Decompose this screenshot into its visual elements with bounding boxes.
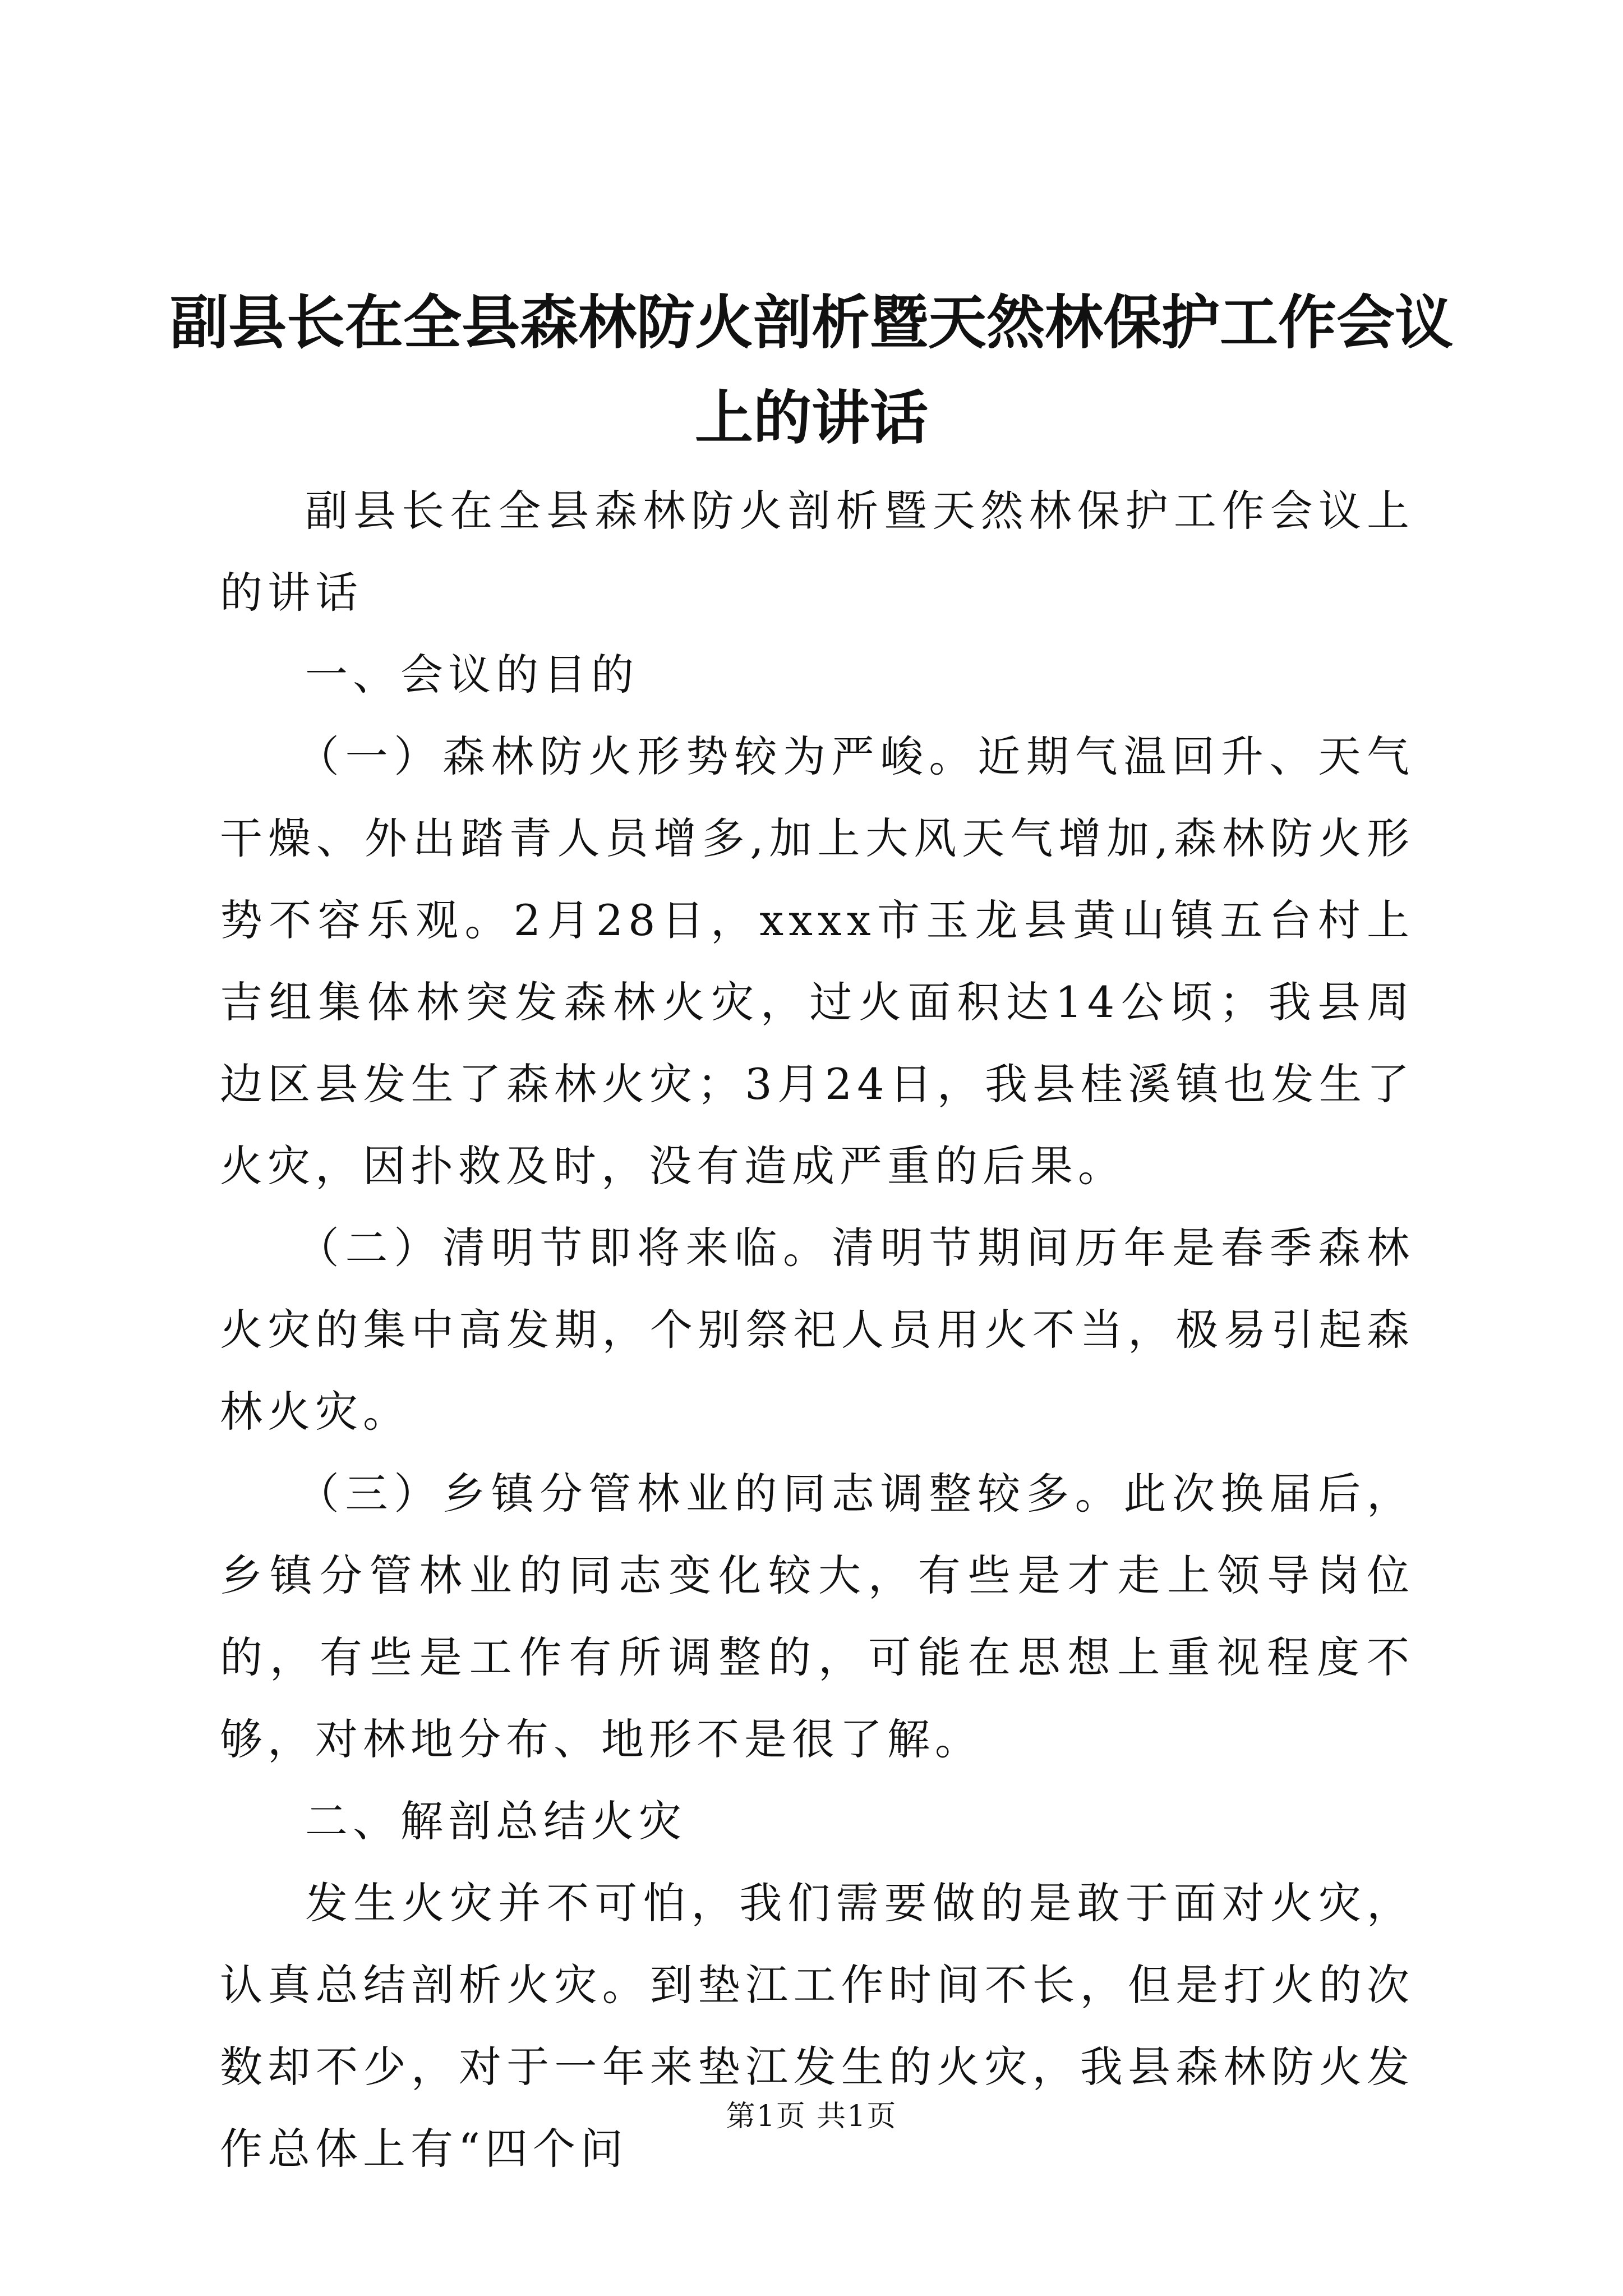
section-heading-analysis: 二、解剖总结火灾 — [305, 1796, 686, 1846]
paragraph-fire-situation: （一）森林防火形势较为严峻。近期气温回升、天气干燥、外出踏青人员增多,加上大风天气增加,森林防火形势不容乐观。2月28日，xxxx市玉龙县黄山镇五台村上吉组集体林突发森林火灾，过火面积达14公顷；我县周边区县发生了森林火灾；3月24日，我县桂溪镇也发生了火灾，因扑救及时，没有造成严重的后果。 — [220, 731, 1414, 1191]
page-number-footer: 第1页 共1页 — [726, 2100, 897, 2133]
document-body — [220, 470, 1414, 2190]
section-heading-purpose: 一、会议的目的 — [305, 650, 639, 700]
paragraph-repeated-title: 副县长在全县森林防火剖析暨天然林保护工作会议上的讲话 — [220, 486, 1414, 618]
paragraph-qingming: （二）清明节即将来临。清明节期间历年是春季森林火灾的集中高发期，个别祭祀人员用火不当，极易引起森林火灾。 — [220, 1223, 1414, 1437]
document-title: 副县长在全县森林防火剖析暨天然林保护工作会议上的讲话 — [169, 288, 1453, 452]
paragraph-analysis: 发生火灾并不可怕，我们需要做的是敢于面对火灾，认真总结剖析火灾。到垫江工作时间不长，但是打火的次数却不少，对于一年来垫江发生的火灾，我县森林防火发作总体上有“四个问 — [220, 1878, 1414, 2174]
paragraph-staff-adjustment: （三）乡镇分管林业的同志调整较多。此次换届后，乡镇分管林业的同志变化较大，有些是才走上领导岗位的，有些是工作有所调整的，可能在思想上重视程度不够，对林地分布、地形不是很了解。 — [220, 1469, 1414, 1764]
